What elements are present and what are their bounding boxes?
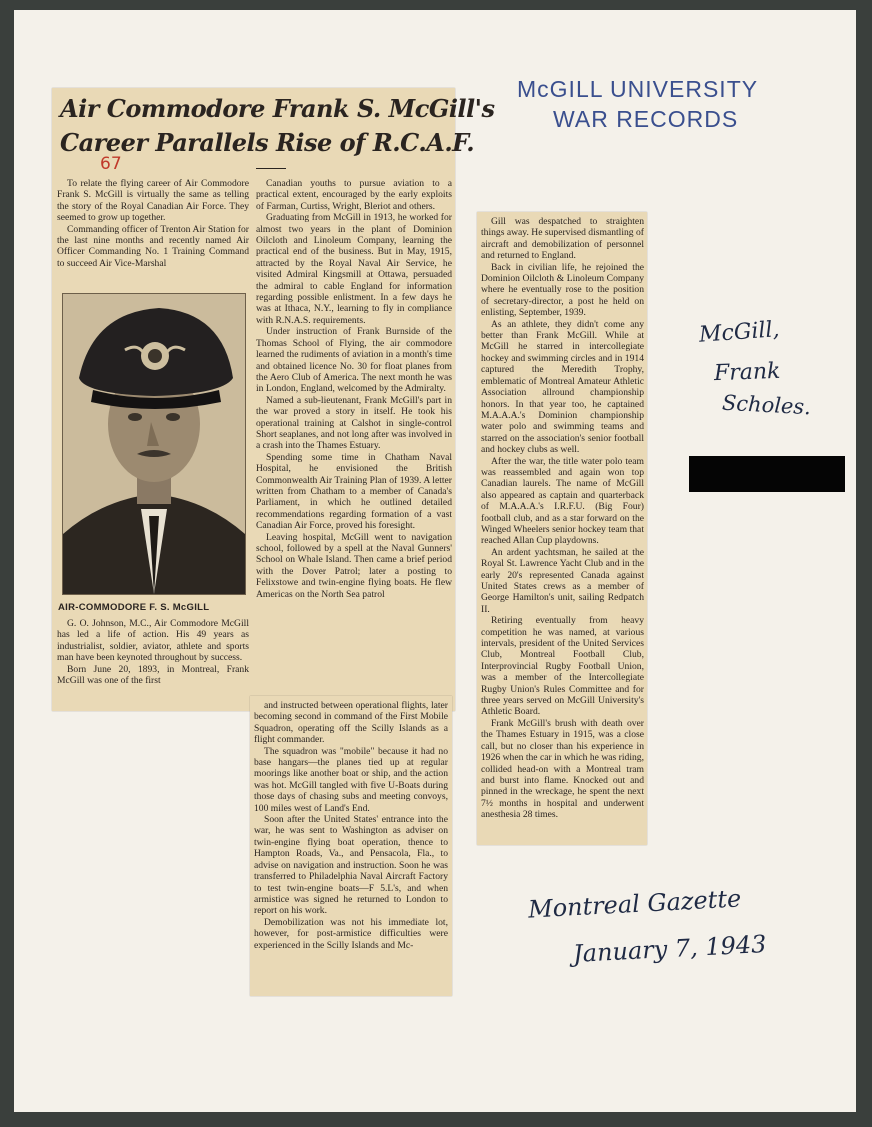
paragraph: Leaving hospital, McGill went to navigation school, followed by a spell at the Naval Gunners' School on Whale Island. Then came a brief period with the Dover Patrol; later a posting to Felixstowe and twin-engine flying boats. He flew Americas on the North Sea patrol [256,531,452,600]
handwritten-middle-name: Scholes. [721,390,812,420]
portrait-illustration [63,294,245,594]
portrait-photo [62,293,246,595]
paragraph: Named a sub-lieutenant, Frank McGill's part in the war proved a story in itself. He took his operational training at Calshot in single-control Short seaplanes, and not long after was involved in a crash into the Thames Estuary. [256,394,452,452]
paragraph: Frank McGill's brush with death over the Thames Estuary in 1915, was a close call, but no closer than his experience in 1926 when the car in which he was riding, collided head-on with a Montreal tram and burst into flame. Knocked out and pinned in the wreckage, he spent the next 7½ months in hospital and underwent anesthesia 28 times. [481,717,644,821]
paragraph: Born June 20, 1893, in Montreal, Frank McGill was one of the first [57,663,249,687]
headline-rule [256,168,286,169]
handwritten-first-name: Frank [713,358,781,387]
paragraph: Gill was despatched to straighten things away. He supervised dismantling of aircraft and demobilization of personnel and returned to England. [481,216,644,262]
headline [60,92,495,160]
paragraph: After the war, the title water polo team was reassembled and again won top Canadian laurels. The name of McGill also appeared as captain and quarterback of M.A.A.A.'s I.R.F.U. (Big Four) football club, and as a star forward on the Winged Wheelers senior hockey team that reached Allan Cup playdowns. [481,455,644,547]
stamp-line-1: McGILL UNIVERSITY [517,76,759,102]
paragraph: The squadron was "mobile" because it had no base hangars—the planes tied up at regular moorings like another boat or ship, and the action was hot. McGill tangled with five U-Boats during those days of chasing subs and meeting convoys, 100 miles west of Land's End. [254,745,448,814]
headline-line-2: Career Parallels Rise of R.C.A.F. [60,128,475,157]
paragraph: Under instruction of Frank Burnside of the Thomas School of Flying, the air commodore learned the rudiments of aviation in a month's time and obtained licence No. 30 for float planes from the Aero Club of America. The next month he was in London, England, welcomed by the Admiralty. [256,326,452,395]
handwritten-source: Montreal Gazette [527,884,742,924]
paragraph: To relate the flying career of Air Commodore Frank S. McGill is virtually the same as telling the story of the Royal Canadian Air Force. They seemed to grow up together. [57,178,249,224]
handwritten-date: January 7, 1943 [572,929,768,969]
article-column-2-continued [254,700,448,951]
paragraph: Demobilization was not his immediate lot, however, for post-armistice difficulties were experienced in the Scilly Islands and Mc- [254,916,448,951]
headline-line-1: Air Commodore Frank S. McGill's [60,94,495,123]
photo-caption: AIR-COMMODORE F. S. McGILL [58,602,210,613]
stamp-line-2: WAR RECORDS [553,106,739,132]
paragraph: and instructed between operational flights, later becoming second in command of the First Mobile Squadron, operating off the Scilly Islands as a flight commander. [254,700,448,746]
article-column-2 [256,178,452,600]
redaction-bar [689,456,845,492]
article-column-1 [57,178,249,269]
paragraph: As an athlete, they didn't come any better than Frank McGill. While at McGill he starred in intercollegiate hockey and swimming circles and in 1914 captured the Meredith Trophy, emblematic of Montreal Amateur Athletic Association allround championship honors. In that year too, he captained M.A.A.A.'s Dominion championship water polo and swimming teams and starred on the association's senior football and hockey clubs as well. [481,318,644,456]
page-number-annotation: 67 [100,154,122,174]
paragraph: Soon after the United States' entrance into the war, he was sent to Washington as adviser on twin-engine flying boat operation, thence to Hampton Roads, Va., and Pensacola, Fla., to advise on navigation and instruction. Soon he was transferred to Philadelphia Naval Aircraft Factory to test twin-engine boats—F 5.L's, and when armistice was signed he returned to London to report on his work. [254,814,448,917]
article-column-3 [481,216,644,821]
paragraph: Graduating from McGill in 1913, he worked for almost two years in the plant of Dominion Oilcloth and Linoleum Company, learning the practical end of the business. But in May, 1915, attracted by the Royal Naval Air Service, he visited Admiral Kingsmill at Ottawa, persuaded the admiral to cable England for information regarding possible enlistment. In a few days he was at Ithaca, N.Y., learning to fly in compliance with R.N.A.S. requirements. [256,212,452,326]
paragraph: Commanding officer of Trenton Air Station for the last nine months and recently named Air Officer Commanding No. 1 Training Command to succeed Air Vice-Marshal [57,223,249,269]
article-column-1-continued [57,618,249,686]
paragraph: Retiring eventually from heavy competition he was named, at various intervals, president of the United Services Club, Montreal Football Club, Interprovincial Rugby Football Union, was a member of the Intercollegiate Rugby Union's Rules Committee and for three years served on McGill University's Athletic Board. [481,615,644,718]
paragraph: Spending some time in Chatham Naval Hospital, he envisioned the British Commonwealth Air Training Plan of 1939. A letter written from Chatham to a member of Canada's Parliament, in which he outlined detailed recommendations regarding formation of a vast Canadian Air Force, proved his foresight. [256,451,452,532]
paragraph: An ardent yachtsman, he sailed at the Royal St. Lawrence Yacht Club and in the early 20's represented Canada against United States crews as a member of George Hamilton's unit, sailing Redpatch II. [481,546,644,615]
paragraph: G. O. Johnson, M.C., Air Commodore McGill has led a life of action. His 49 years as industrialist, soldier, aviator, athlete and sports man have been keynoted throughout by success. [57,618,249,664]
paragraph: Canadian youths to pursue aviation to a practical extent, encouraged by the early exploits of Farman, Curtiss, Wright, Bleriot and others. [256,178,452,212]
paragraph: Back in civilian life, he rejoined the Dominion Oilcloth & Linoleum Company where he eventually rose to the position of secretary-director, a post he held on enlisting, September, 1939. [481,261,644,319]
handwritten-surname: McGill, [698,317,781,348]
